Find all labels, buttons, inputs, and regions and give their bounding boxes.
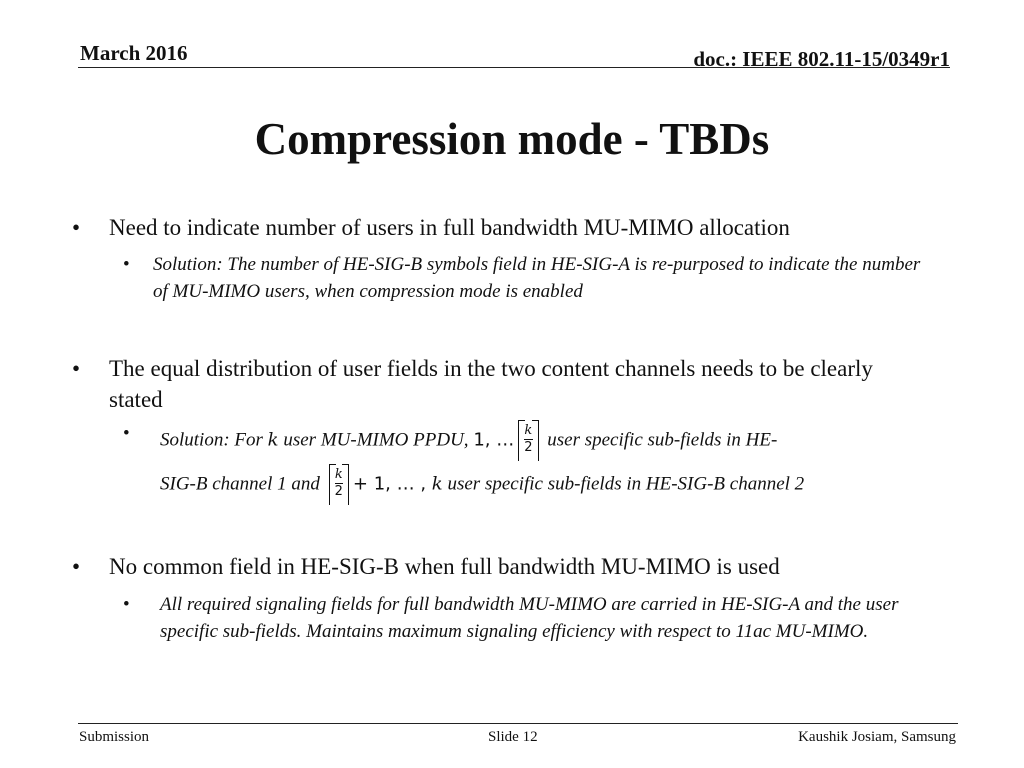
- footer-slide-number: Slide 12: [488, 729, 538, 745]
- math-range-tail: + 1, … ,: [352, 473, 432, 495]
- footer-author: Kaushik Josiam, Samsung: [798, 729, 956, 745]
- header-doc-id: doc.: IEEE 802.11-15/0349r1: [693, 47, 950, 71]
- header-divider: [78, 67, 950, 68]
- slide-title: Compression mode - TBDs: [254, 114, 770, 164]
- sub-bullet-marker: •: [123, 594, 130, 615]
- footer-divider: [78, 723, 958, 724]
- bullet-1-sub-text: Solution: The number of HE-SIG-B symbols field in HE-SIG-A is re-purposed to indicate the number of MU-MIMO users, when compression mode is enabled: [153, 254, 921, 302]
- bullet-3-text: No common field in HE-SIG-B when full bandwidth MU-MIMO is used: [109, 554, 780, 579]
- bullet-1-text: Need to indicate number of users in full bandwidth MU-MIMO allocation: [109, 215, 790, 240]
- bullet-3-sub-text: All required signaling fields for full bandwidth MU-MIMO are carried in HE-SIG-A and the user specific sub-fields. Maintains maximum signaling efficiency with respect to 11ac MU-MIMO.: [160, 594, 899, 642]
- math-k: k: [267, 429, 279, 451]
- bullet-marker: •: [72, 215, 81, 240]
- header-date: March 2016: [80, 41, 188, 65]
- math-k: k: [431, 473, 443, 495]
- bullet-marker: •: [72, 356, 81, 381]
- sub-bullet-marker: •: [123, 423, 130, 444]
- sub-bullet-marker: •: [123, 254, 130, 275]
- footer-submission: Submission: [79, 729, 150, 745]
- bullet-2-sub-line-2: SIG-B channel 1 and $\frac{k}{2}$ + 1, … , k user specific sub-fields in HE-SIG-B channel 2: [160, 464, 960, 508]
- bullet-2-sub-line-1: Solution: For k user MU-MIMO PPDU, 1, … $\frac{k}{2}$ user specific sub-fields in HE-: [160, 420, 960, 464]
- bullet-marker: •: [72, 554, 81, 579]
- bullet-2-sub-text: [160, 420, 960, 508]
- ceil-k-over-2: $\frac{k}{2}$: [518, 420, 538, 462]
- math-range-start: 1, …: [473, 429, 515, 451]
- ceil-k-over-2: $\frac{k}{2}$: [329, 464, 349, 506]
- bullet-2-text: The equal distribution of user fields in the two content channels needs to be clearly stated: [109, 356, 873, 412]
